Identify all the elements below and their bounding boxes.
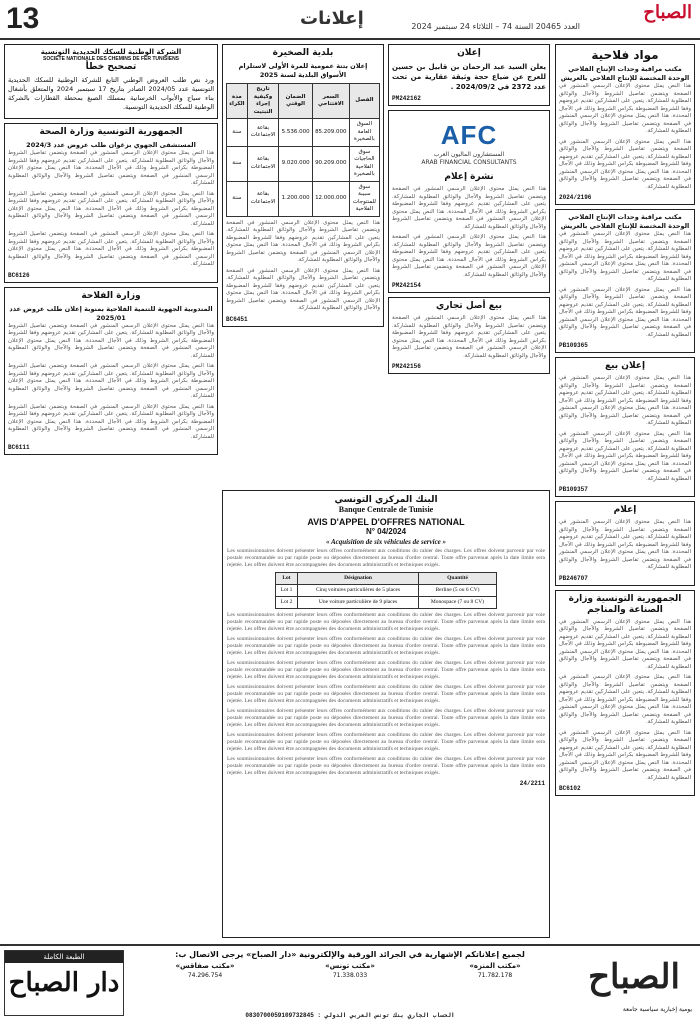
office-title: «مكتب تونس»: [325, 962, 375, 970]
ad-body: [8, 150, 214, 188]
table-header: Désignation: [298, 573, 418, 585]
org-name-fr: SOCIETE NATIONALE DES CHEMINS DE FER TUNISIENS: [42, 56, 180, 62]
tender-body: [227, 612, 545, 633]
ad-body: [8, 231, 214, 269]
table-header: الفصل: [349, 84, 379, 119]
lots-table: [275, 572, 498, 609]
table-cell: 85.209.000: [312, 119, 349, 147]
table-cell: سنة: [227, 181, 248, 216]
tender-body: [227, 756, 545, 777]
ad-body: يعلن السيد عبد الرحمان بن قابيل بن حسين للعرج عن ضياع حجة وثيقة عقارية من تحت عدد 2372 في 2024/09/2 .: [392, 63, 546, 91]
table-cell: Berline (5 ou 6 CV): [418, 585, 497, 597]
ad-title: بلدية الصخيرة: [272, 48, 334, 58]
office-sfax: [135, 962, 275, 1012]
table-row: [275, 585, 497, 597]
ad-reference: BC6451: [226, 315, 248, 323]
table-cell: 5.536.000: [279, 119, 313, 147]
office-phone: 71.782.178: [477, 972, 513, 979]
issue-info: العدد 20465 السنة 74 – الثلاثاء 24 سبتمبر 2024: [411, 22, 580, 31]
footer-headline: لجميع إعلاناتكم الإشهارية في الجرائد الورقية والإلكترونية «دار الصباح» يرجى الاتصال ب:: [175, 950, 525, 959]
footer-edition: [4, 950, 124, 1016]
bank-account: 0830700059109732845 : الحساب الجاري بنك تونس العربي الدولي: [245, 1012, 455, 1019]
table-header: الضمان الوقتي: [279, 84, 313, 119]
edition-logo: دار الصباح: [8, 968, 120, 998]
ad-reference: 2024/2196: [559, 194, 592, 201]
footer-logo: الصباح: [588, 957, 680, 997]
ad-body: [559, 519, 691, 572]
table-cell: سنة: [227, 119, 248, 147]
ad-body: [559, 431, 691, 484]
ad-title: الجمهورية التونسية وزارة الصحة: [39, 127, 183, 137]
table-cell: 9.020.000: [279, 146, 313, 181]
tender-number: N° 04/2024: [365, 527, 407, 536]
tender-object: « Acquisition de six véhicules de service »: [325, 538, 447, 546]
ad-body: [226, 268, 380, 313]
footer-slogan: يومية إخبارية سياسية جامعة: [622, 1006, 692, 1013]
table-cell: Une voiture particulière de 9 places: [298, 597, 418, 609]
table-cell: سوق سبيبة للمنتوجات الفلاحية: [349, 181, 379, 216]
ad-agriculture-ministry: [4, 287, 218, 456]
table-cell: بقاعة الاجتماعات: [247, 119, 279, 147]
ad-body: [8, 191, 214, 229]
table-row: [227, 146, 380, 181]
ad-body: [392, 315, 546, 360]
table-row: [275, 597, 497, 609]
ad-sale: [555, 357, 695, 497]
ad-body: [392, 234, 546, 279]
ad-title: نشرة إعلام: [444, 172, 494, 182]
ad-title: مواد فلاحية: [591, 48, 659, 62]
auction-table: [226, 83, 380, 217]
ad-subtitle: المندوبية الجهوية للتنمية الفلاحية بمنوبة إعلان طلب عروض عدد 2025/01: [9, 304, 213, 322]
ad-title: إعلان بيع: [604, 361, 646, 371]
bank-tender: [222, 490, 550, 938]
tender-body: [227, 708, 545, 729]
ad-body: [559, 674, 691, 727]
org-name-ar: الشركة الوطنية للسكك الحديدية التونسية: [40, 48, 182, 56]
table-cell: 12.000.000: [312, 181, 349, 216]
office-title: «مكتب المنزه»: [469, 962, 521, 970]
tender-body: [227, 660, 545, 681]
bank-name-ar: البنك المركزي التونسي: [334, 495, 438, 505]
ad-body: [8, 404, 214, 442]
page-number: 13: [6, 2, 40, 35]
table-cell: Cinq voitures particulières de 5 places: [298, 585, 418, 597]
afc-logo: [392, 120, 546, 166]
ad-reference: BC6102: [559, 785, 581, 792]
ad-body: [559, 83, 691, 136]
office-tunis: [280, 962, 420, 1012]
tender-body: [227, 684, 545, 705]
table-header: مدة الكراء: [227, 84, 248, 119]
ad-body: [559, 287, 691, 340]
newspaper-logo: الصباح: [643, 2, 692, 23]
office-title: «مكتب صفاقس»: [175, 962, 235, 970]
office-phone: 74.296.754: [187, 972, 223, 979]
ad-title: إعلان: [457, 48, 481, 58]
ad-agricultural-2: [555, 209, 695, 353]
tender-body: [227, 732, 545, 753]
office-phone: 71.338.033: [332, 972, 368, 979]
table-row: [227, 181, 380, 216]
ad-reference: PM242154: [392, 282, 421, 289]
table-cell: 1.200.000: [279, 181, 313, 216]
column-4: [4, 44, 218, 934]
ad-title: وزارة الفلاحة: [81, 290, 141, 301]
ad-body: ورد نص طلب العروض الوطني التابع للشركة الوطنية للسكك الحديدية التونسية عدد 2024/05 الصادر بتاريخ 17 سبتمبر 2024 والمتعلق بأشغال بناء سياج والأبواب الخرسانية بمسلك الصبغ بمحطة القطارات بالشركة الوطنية للسكك الحديدية التونسية.: [8, 76, 215, 111]
column-3: [222, 44, 384, 484]
table-header: السعر الافتتاحي: [312, 84, 349, 119]
ad-reference: PM242156: [392, 363, 421, 370]
table-header: Lot: [275, 573, 298, 585]
office-menzah: [425, 962, 565, 1012]
ad-business-sale: [388, 297, 550, 374]
table-row: [227, 119, 380, 147]
afc-sub-en: ARAB FINANCIAL CONSULTANTS: [421, 158, 517, 166]
tender-body: [227, 636, 545, 657]
ad-body: [559, 139, 691, 192]
ad-municipality: [222, 44, 384, 327]
table-header: Quantité: [418, 573, 497, 585]
ad-body: [8, 363, 214, 401]
ad-reference: PM242162: [392, 95, 421, 102]
bank-name-fr: Banque Centrale de Tunisie: [338, 505, 434, 514]
ad-subtitle: المستشفى الجهوي بزغوان طلب عروض عدد 2024/3: [26, 141, 196, 149]
ad-body: [226, 220, 380, 265]
ad-title: بيع أصل تجاري: [436, 301, 502, 311]
ad-notice: [555, 501, 695, 586]
ad-reference: BC6111: [8, 444, 30, 451]
ad-body: [559, 619, 691, 672]
edition-label: الطبعة الكاملة: [5, 951, 123, 963]
ad-ministry: [555, 590, 695, 797]
ad-reference: BC6126: [8, 271, 30, 279]
page-footer: [0, 944, 700, 1021]
ad-agricultural: [555, 44, 695, 205]
ad-reference: PB109365: [559, 342, 588, 349]
ad-sncft: [4, 44, 218, 119]
table-cell: Monospace (7 ou 8 CV): [418, 597, 497, 609]
ad-body: [559, 730, 691, 783]
ad-body: [559, 231, 691, 284]
ad-subtitle: مكتب مراقبة وحدات الإنتاج الفلاحي الوحدة المختصة للإنتاج الفلاحي بالعريش: [560, 65, 690, 82]
ad-title: تصحيح خطأ: [85, 62, 137, 72]
afc-sub-ar: المستشارون الماليون العرب: [433, 151, 505, 158]
ad-body: [8, 323, 214, 361]
ad-body: [559, 375, 691, 428]
ad-subtitle: إعلان بتتة عمومية للمرة الأولى لاستلزام الأسواق البلدية لسنة 2025: [238, 62, 368, 79]
ad-reference: 24/2211: [519, 780, 545, 787]
ad-body: [392, 186, 546, 231]
table-header: تاريخ وكيفية إجراء التبتيت: [247, 84, 279, 119]
ad-subtitle: مكتب مراقبة وحدات الإنتاج الفلاحي الوحدة المختصة للإنتاج الفلاحي بالعريش: [560, 213, 690, 230]
ad-reference: PB246707: [559, 574, 588, 582]
ad-afc: [388, 110, 550, 293]
table-cell: سنة: [227, 146, 248, 181]
afc-logo-text: AFC: [440, 120, 498, 150]
ad-reference: PB109357: [559, 486, 588, 493]
table-cell: 90.209.000: [312, 146, 349, 181]
table-cell: السوق العامة بالصخيرة: [349, 119, 379, 147]
table-cell: Lot 2: [275, 597, 298, 609]
ad-loss-notice: [388, 44, 550, 106]
table-cell: بقاعة الاجتماعات: [247, 181, 279, 216]
table-cell: Lot 1: [275, 585, 298, 597]
section-title: إعلانات: [300, 8, 364, 29]
ad-hospital: [4, 123, 218, 283]
page-header: [0, 0, 700, 40]
ad-title: الجمهورية التونسية وزارة الصناعة والمناجم: [568, 593, 682, 615]
tender-body: [227, 548, 545, 569]
tender-title: AVIS D'APPEL D'OFFRES NATIONAL: [307, 517, 465, 527]
ad-title: إعلام: [613, 505, 637, 515]
table-cell: بقاعة الاجتماعات: [247, 146, 279, 181]
column-1: [555, 44, 695, 934]
table-cell: سوق الحاجيات الفلاحية بالصخيرة: [349, 146, 379, 181]
